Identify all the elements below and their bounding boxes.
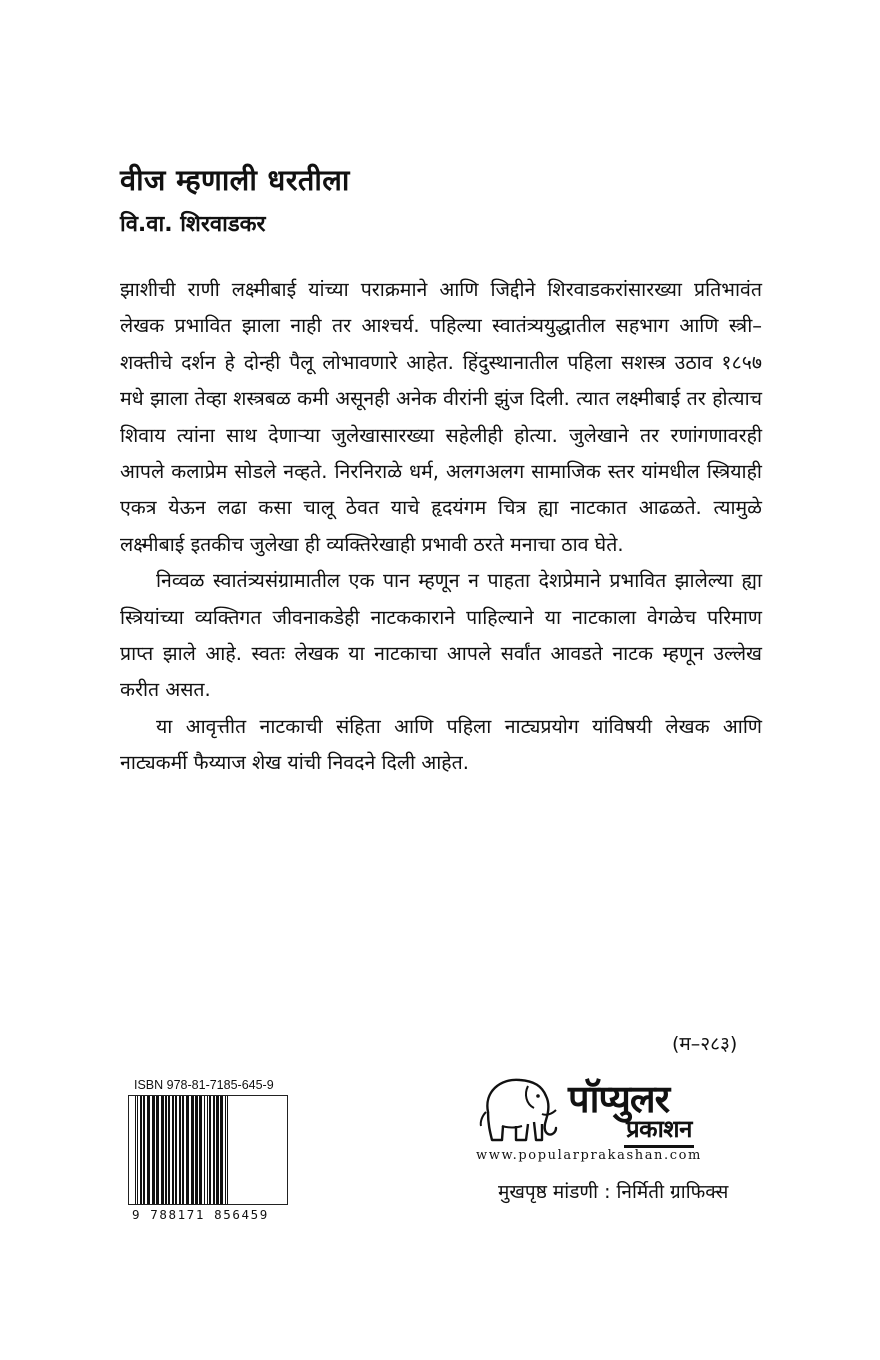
isbn-block [128, 1078, 284, 1222]
isbn-digits: 9 788171 856459 [132, 1207, 269, 1222]
publisher-logo [476, 1068, 766, 1146]
blurb-paragraph-2: निव्वळ स्वातंत्र्यसंग्रामातील एक पान म्हणून न पाहता देशप्रेमाने प्रभावित झालेल्या ह्या स्त्रियांच्या व्यक्तिगत जीवनाकडेही नाटककाराने पाहिल्याने या नाटकाला वेगळेच परिमाण प्राप्त झाले आहे. स्वतः लेखक या नाटकाचा आपले सर्वांत आवडते नाटक म्हणून उल्लेख करीत असत. [120, 569, 762, 702]
publisher-website: www.popularprakashan.com [476, 1148, 702, 1163]
book-author: वि.वा. शिरवाडकर [120, 212, 266, 237]
catalog-code: (म–२८३) [672, 1033, 738, 1055]
blurb-paragraph-1: झाशीची राणी लक्ष्मीबाई यांच्या पराक्रमाने आणि जिद्दीने शिरवाडकरांसारख्या प्रतिभावंत लेखक प्रभावित झाला नाही तर आश्चर्य. पहिल्या स्वातंत्र्ययुद्धातील सहभाग आणि स्त्री–शक्तीचे दर्शन हे दोन्ही पैलू लोभावणारे आहेत. हिंदुस्थानातील पहिला सशस्त्र उठाव १८५७ मधे झाला तेव्हा शस्त्रबळ कमी असूनही अनेक वीरांनी झुंज दिली. त्यात लक्ष्मीबाई तर होत्याच शिवाय त्यांना साथ देणाऱ्या जुलेखासारख्या सहेलीही होत्या. जुलेखाने तर रणांगणावरही आपले कलाप्रेम सोडले नव्हते. निरनिराळे धर्म, अलगअलग सामाजिक स्तर यांमधील स्त्रियाही एकत्र येऊन लढा कसा चालू ठेवत याचे हृदयंगम चित्र ह्या नाटकात आढळते. त्यामुळे लक्ष्मीबाई इतकीच जुलेखा ही व्यक्तिरेखाही प्रभावी ठरते मनाचा ठाव घेते. [120, 278, 762, 556]
cover-credit: मुखपृष्ठ मांडणी : निर्मिती ग्राफिक्स [498, 1181, 729, 1203]
blurb-paragraph-3: या आवृत्तीत नाटकाची संहिता आणि पहिला नाट्यप्रयोग यांविषयी लेखक आणि नाट्यकर्मी फैय्याज शेख यांची निवदने दिली आहेत. [120, 714, 762, 775]
publisher-name: पॉप्युलर [568, 1077, 670, 1121]
barcode-icon [128, 1095, 288, 1205]
elephant-icon [476, 1068, 564, 1146]
book-title: वीज म्हणाली धरतीला [120, 163, 350, 197]
blurb [120, 272, 762, 782]
isbn-label: ISBN 978-81-7185-645-9 [134, 1078, 274, 1092]
publisher-subname: प्रकाशन [624, 1112, 694, 1148]
